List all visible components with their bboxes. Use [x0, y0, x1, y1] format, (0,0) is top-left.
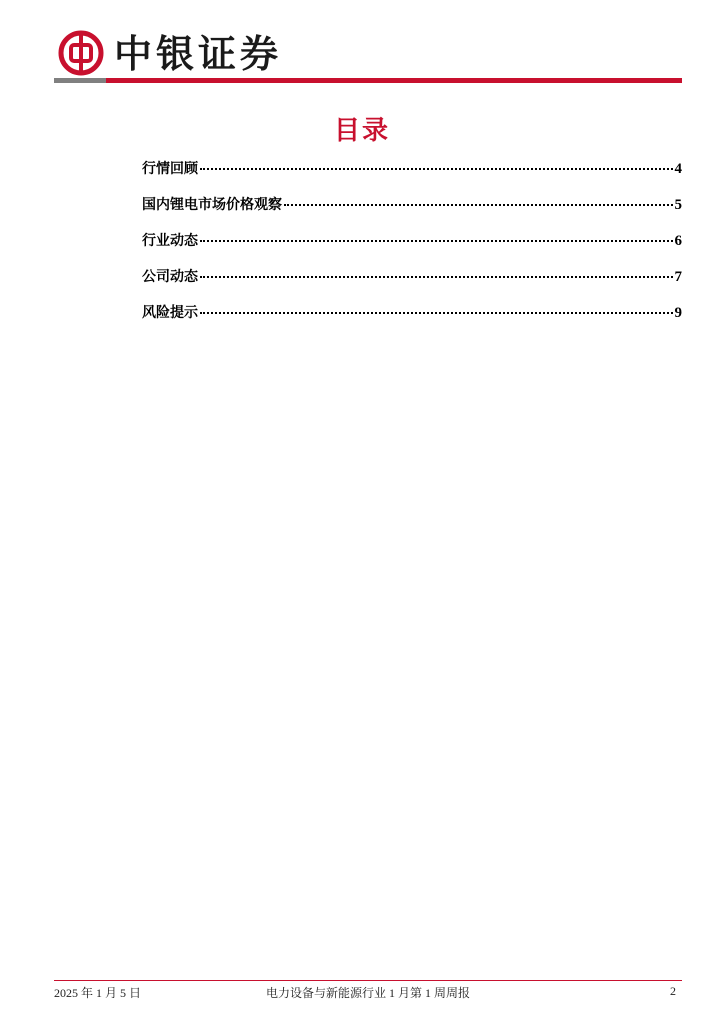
toc-entry[interactable]: [142, 302, 682, 338]
table-of-contents: [142, 158, 682, 338]
bank-of-china-logo-icon: [58, 30, 104, 76]
toc-entry-label: 风险提示: [142, 305, 198, 321]
footer-rule: [54, 980, 682, 981]
footer-report-title: 电力设备与新能源行业 1 月第 1 周周报: [265, 986, 470, 1000]
footer-page-number: 2: [670, 984, 676, 998]
toc-entry-page: 9: [674, 305, 682, 321]
toc-leader-dots: [284, 204, 673, 206]
toc-entry-page: 4: [674, 161, 682, 177]
page-footer: [54, 984, 682, 1004]
brand-name: 中银证券: [114, 31, 283, 76]
toc-entry-label: 行情回顾: [142, 161, 198, 177]
toc-entry-page: 6: [674, 233, 682, 249]
toc-entry-page: 7: [674, 269, 682, 285]
toc-entry-label: 国内锂电市场价格观察: [142, 197, 282, 213]
header-rule-red: [106, 78, 682, 83]
toc-entry[interactable]: [142, 266, 682, 302]
toc-entry-label: 公司动态: [142, 269, 198, 285]
toc-title: 目录: [333, 116, 390, 146]
toc-leader-dots: [200, 240, 673, 242]
toc-leader-dots: [200, 312, 673, 314]
toc-leader-dots: [200, 168, 673, 170]
toc-entry-page: 5: [674, 197, 682, 213]
toc-entry[interactable]: [142, 158, 682, 194]
toc-entry[interactable]: [142, 194, 682, 230]
toc-entry[interactable]: [142, 230, 682, 266]
footer-date: 2025 年 1 月 5 日: [54, 986, 142, 1000]
page-header: [54, 28, 682, 84]
toc-entry-label: 行业动态: [142, 233, 198, 249]
toc-leader-dots: [200, 276, 673, 278]
header-rule-grey: [54, 78, 106, 83]
